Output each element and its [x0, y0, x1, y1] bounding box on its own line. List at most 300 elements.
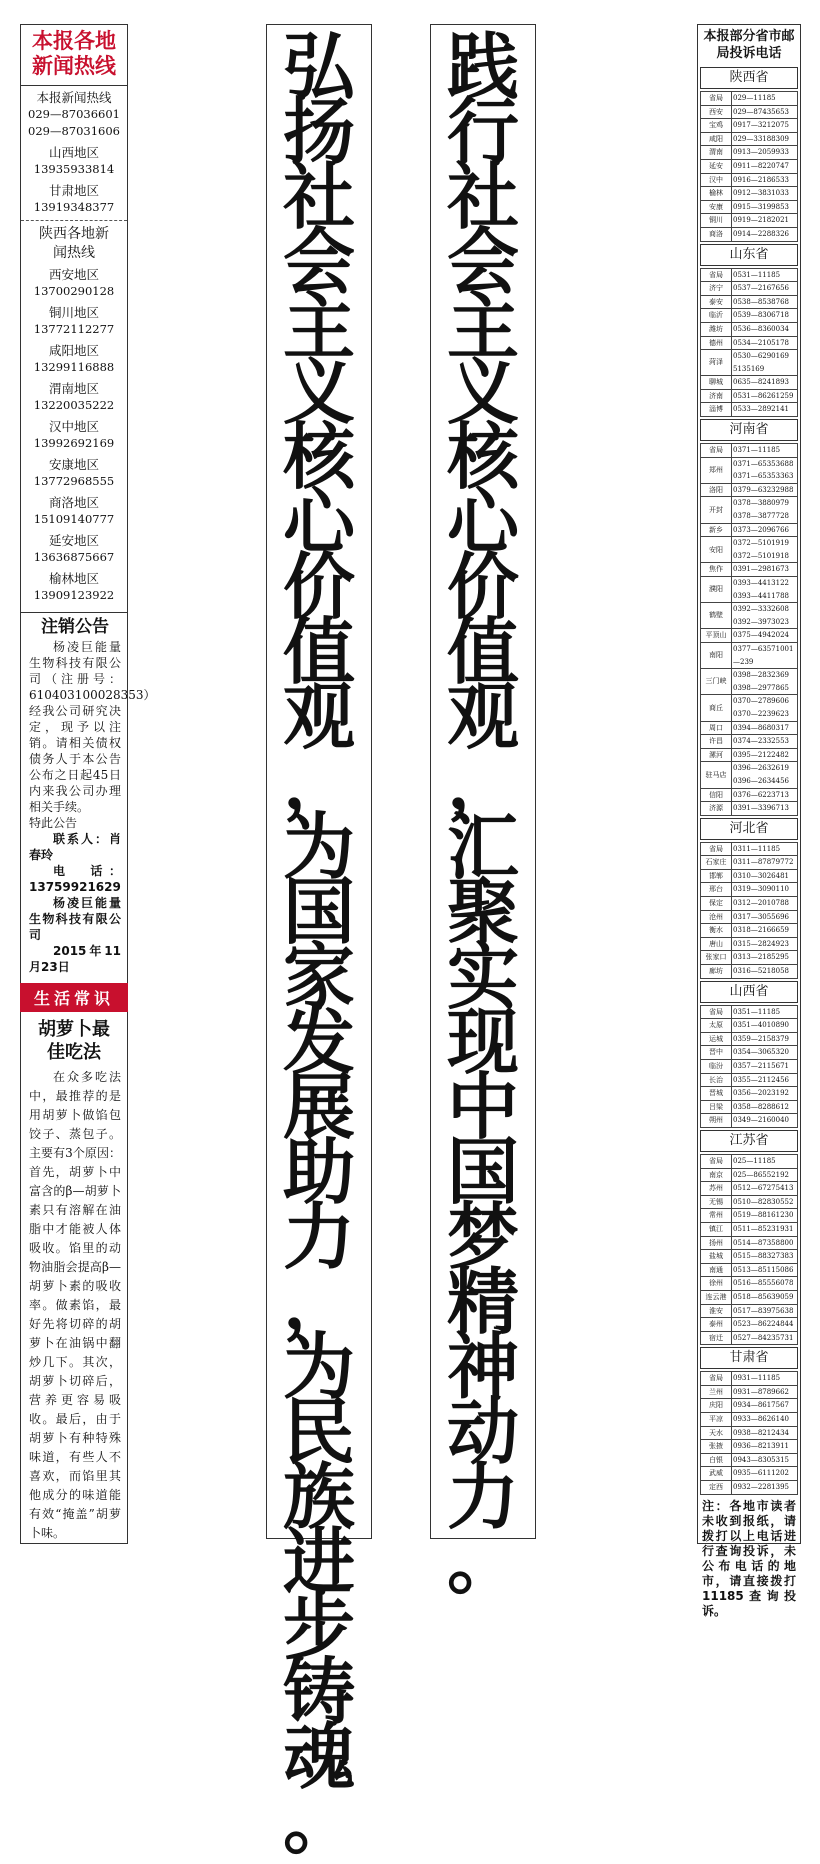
- province-name: 江苏省: [700, 1130, 798, 1152]
- slogan-char: 社: [282, 155, 355, 239]
- city-cell: 周口: [701, 721, 732, 735]
- phone-cell: 0379—63232988: [732, 483, 798, 497]
- region-number: 13992692169: [33, 436, 115, 450]
- phone-cell: 0934—8617567: [732, 1399, 798, 1413]
- table-row: [701, 883, 798, 897]
- phone-cell: 0357—2115671: [732, 1060, 798, 1074]
- table-row: [701, 1060, 798, 1074]
- city-cell: 南阳: [701, 642, 732, 668]
- table-row: [701, 146, 798, 160]
- phone-cell: 0515—88327383: [732, 1250, 798, 1264]
- city-cell: 商洛: [701, 227, 732, 241]
- city-cell: 唐山: [701, 937, 732, 951]
- city-cell: 泰州: [701, 1318, 732, 1332]
- city-cell: 泰安: [701, 295, 732, 309]
- city-cell: 焦作: [701, 563, 732, 577]
- hq-label: 本报新闻热线: [36, 90, 112, 105]
- city-cell: 新乡: [701, 523, 732, 537]
- table-row: [701, 802, 798, 816]
- shaanxi-hotline-title: 陕西各地新闻热线: [39, 226, 109, 261]
- slogan-char: 神: [446, 1325, 519, 1409]
- slogan-char: 助: [282, 1130, 355, 1214]
- phone-cell: 0935—6111202: [732, 1467, 798, 1481]
- slogan-char: 会: [446, 220, 519, 304]
- city-cell: 省局: [701, 268, 732, 282]
- table-row: [701, 1019, 798, 1033]
- table-row: [701, 869, 798, 883]
- phone-cell: 0523—86224844: [732, 1318, 798, 1332]
- slogan-char: 为: [282, 1325, 355, 1409]
- slogan-char: ，: [282, 1260, 355, 1344]
- table-row: [701, 389, 798, 403]
- slogan-char: 值: [282, 610, 355, 694]
- city-cell: 无锡: [701, 1195, 732, 1209]
- city-cell: 省局: [701, 1154, 732, 1168]
- city-cell: 鹤壁: [701, 603, 732, 629]
- life-tips-banner: 生活常识: [20, 983, 128, 1012]
- slogan-char: 心: [282, 480, 355, 564]
- region-number: 13299116888: [33, 360, 115, 374]
- region-label: 咸阳地区: [48, 343, 99, 358]
- phone-cell: 0635—8241893: [732, 376, 798, 390]
- phone-cell: 0319—3090110: [732, 883, 798, 897]
- city-cell: 宿迁: [701, 1331, 732, 1345]
- table-row: [701, 132, 798, 146]
- city-cell: 长治: [701, 1073, 732, 1087]
- phone-cell: 0534—2105178: [732, 336, 798, 350]
- slogan-char: 聚: [446, 870, 519, 954]
- phone-cell: 0315—2824923: [732, 937, 798, 951]
- table-row: [701, 1114, 798, 1128]
- city-cell: 朔州: [701, 1114, 732, 1128]
- phone-cell: 0513—85115086: [732, 1263, 798, 1277]
- city-cell: 平凉: [701, 1413, 732, 1427]
- phone-cell: 0351—4010890: [732, 1019, 798, 1033]
- phone-cell: 0358—8288612: [732, 1100, 798, 1114]
- city-cell: 许昌: [701, 735, 732, 749]
- phone-cell: 0351—11185: [732, 1005, 798, 1019]
- city-cell: 石家庄: [701, 856, 732, 870]
- table-row: [701, 282, 798, 296]
- table-row: [701, 735, 798, 749]
- table-row: [701, 695, 798, 721]
- phone-cell: 0355—2112456: [732, 1073, 798, 1087]
- slogan-char: 力: [282, 1195, 355, 1279]
- phone-table: [700, 842, 798, 979]
- city-cell: 省局: [701, 842, 732, 856]
- city-cell: 南通: [701, 1263, 732, 1277]
- table-row: [701, 1073, 798, 1087]
- city-cell: 三门峡: [701, 669, 732, 695]
- table-row: [701, 788, 798, 802]
- table-row: [701, 629, 798, 643]
- hq-hotline: [21, 86, 127, 216]
- table-row: [701, 322, 798, 336]
- phone-table: [700, 1371, 798, 1494]
- phone-cell: 0519—88161230: [732, 1209, 798, 1223]
- phone-cell: 0316—5218058: [732, 965, 798, 979]
- city-cell: 张家口: [701, 951, 732, 965]
- city-cell: 邯郸: [701, 869, 732, 883]
- notice-date: 2015年11月23日: [29, 944, 121, 974]
- slogan-char: 步: [282, 1585, 355, 1669]
- table-row: [701, 92, 798, 106]
- region-label: 榆林地区: [48, 571, 99, 586]
- region-number: 13772112277: [33, 322, 115, 336]
- region-number: 13700290128: [33, 284, 115, 298]
- table-row: [701, 603, 798, 629]
- notice-phone: 电 话：13759921629: [29, 864, 121, 894]
- slogan-text-1: [279, 25, 359, 1864]
- phone-cell: 0912—3831033: [732, 187, 798, 201]
- city-cell: 洛阳: [701, 483, 732, 497]
- region-number: 13636875667: [33, 550, 115, 564]
- table-row: [701, 642, 798, 668]
- city-cell: 安康: [701, 200, 732, 214]
- phone-cell: 0359—2158379: [732, 1032, 798, 1046]
- city-cell: 济南: [701, 389, 732, 403]
- slogan-char: 行: [446, 90, 519, 174]
- region-label: 甘肃地区: [48, 183, 99, 198]
- table-row: [701, 1399, 798, 1413]
- slogan-char: 现: [446, 1000, 519, 1084]
- notice-title: 注销公告: [41, 617, 109, 637]
- phone-cell: 0943—8305315: [732, 1453, 798, 1467]
- table-row: [701, 1005, 798, 1019]
- city-cell: 开封: [701, 497, 732, 523]
- phone-cell: 0391—3396713: [732, 802, 798, 816]
- phone-cell: 0516—85556078: [732, 1277, 798, 1291]
- phone-cell: 0391—2981673: [732, 563, 798, 577]
- city-cell: 庆阳: [701, 1399, 732, 1413]
- table-row: [701, 924, 798, 938]
- table-row: [701, 842, 798, 856]
- phone-cell: 0533—2892141: [732, 403, 798, 417]
- city-cell: 武威: [701, 1467, 732, 1481]
- complaint-note: 注：各地市读者未收到报纸，请拨打以上电话进行查询投诉，未公布电话的地市，请直接拨打11185查询投诉。: [702, 1498, 796, 1618]
- city-cell: 太原: [701, 1019, 732, 1033]
- city-cell: 沧州: [701, 910, 732, 924]
- phone-cell: 025—86552192: [732, 1168, 798, 1182]
- phone-cell: 0371—11185: [732, 444, 798, 458]
- city-cell: 潍坊: [701, 322, 732, 336]
- city-cell: 兰州: [701, 1385, 732, 1399]
- phone-cell: 0378—3880979 0378—3877728: [732, 497, 798, 523]
- region-label: 铜川地区: [48, 305, 99, 320]
- slogan-char: 心: [446, 480, 519, 564]
- phone-cell: 0527—84235731: [732, 1331, 798, 1345]
- phone-cell: 0514—87358800: [732, 1236, 798, 1250]
- phone-cell: 0311—11185: [732, 842, 798, 856]
- slogan-char: 弘: [282, 25, 355, 109]
- phone-cell: 0531—11185: [732, 268, 798, 282]
- table-row: [701, 497, 798, 523]
- table-row: [701, 214, 798, 228]
- slogan-char: 扬: [282, 90, 355, 174]
- table-row: [701, 295, 798, 309]
- table-row: [701, 1372, 798, 1386]
- region-number: 13919348377: [33, 200, 115, 214]
- province-block: [700, 1347, 798, 1494]
- table-row: [701, 762, 798, 788]
- slogan-char: 精: [446, 1260, 519, 1344]
- city-cell: 铜川: [701, 214, 732, 228]
- table-row: [701, 1236, 798, 1250]
- city-cell: 延安: [701, 159, 732, 173]
- region-number: 13220035222: [33, 398, 115, 412]
- complaint-phone-column: [697, 24, 801, 1618]
- city-cell: 榆林: [701, 187, 732, 201]
- phone-cell: 0374—2332553: [732, 735, 798, 749]
- table-row: [701, 1100, 798, 1114]
- table-row: [701, 173, 798, 187]
- table-row: [701, 910, 798, 924]
- phone-table: [700, 1005, 798, 1128]
- slogan-char: 义: [282, 350, 355, 434]
- table-row: [701, 937, 798, 951]
- city-cell: 省局: [701, 1005, 732, 1019]
- phone-cell: 0932—2281395: [732, 1481, 798, 1495]
- article-title: 胡萝卜最佳吃法: [38, 1019, 110, 1063]
- city-cell: 商丘: [701, 695, 732, 721]
- phone-cell: 0518—85639059: [732, 1290, 798, 1304]
- table-row: [701, 721, 798, 735]
- city-cell: 聊城: [701, 376, 732, 390]
- table-row: [701, 1195, 798, 1209]
- table-row: [701, 856, 798, 870]
- notice-closing: 特此公告: [29, 816, 78, 830]
- phone-cell: 0531—86261259: [732, 389, 798, 403]
- region-label: 安康地区: [48, 457, 99, 472]
- phone-cell: 0356—2023192: [732, 1087, 798, 1101]
- phone-cell: 0372—5101919 0372—5101918: [732, 537, 798, 563]
- shaanxi-regions: [21, 263, 127, 604]
- phone-cell: 0919—2182021: [732, 214, 798, 228]
- table-row: [701, 965, 798, 979]
- region-label: 商洛地区: [48, 495, 99, 510]
- table-row: [701, 1453, 798, 1467]
- table-row: [701, 200, 798, 214]
- phone-cell: 0914—2288326: [732, 227, 798, 241]
- slogan-char: ，: [282, 740, 355, 824]
- phone-cell: 0370—2789606 0370—2239623: [732, 695, 798, 721]
- slogan-char: 动: [446, 1390, 519, 1474]
- region-number: 13935933814: [33, 162, 115, 176]
- table-row: [701, 1304, 798, 1318]
- table-row: [701, 669, 798, 695]
- city-cell: 宝鸡: [701, 119, 732, 133]
- article-body: 在众多吃法中，最推荐的是用胡萝卜做馅包饺子、蒸包子。主要有3个原因：首先，胡萝卜中富含的β—胡萝卜素只有溶解在油脂中才能被人体吸收。馅里的动物油脂会提高β—胡萝卜素的吸收率。做素馅，最好先将切碎的胡萝卜在油锅中翻炒几下。其次，胡萝卜切碎后，营养更容易吸收。最后，由于胡萝卜有种特殊味道，有些人不喜欢，而馅里其他成分的味道能有效“掩盖”胡萝卜味。: [29, 1070, 121, 1540]
- province-name: 山东省: [700, 244, 798, 266]
- region-label: 西安地区: [48, 267, 99, 282]
- phone-cell: 0913—2059933: [732, 146, 798, 160]
- city-cell: 定西: [701, 1481, 732, 1495]
- table-row: [701, 1087, 798, 1101]
- slogan-char: 力: [446, 1455, 519, 1539]
- city-cell: 张掖: [701, 1440, 732, 1454]
- city-cell: 安阳: [701, 537, 732, 563]
- slogan-char: ，: [446, 740, 519, 824]
- phone-table: [700, 91, 798, 242]
- city-cell: 郑州: [701, 457, 732, 483]
- slogan-char: 值: [446, 610, 519, 694]
- phone-table: [700, 268, 798, 418]
- phone-cell: 0313—2185295: [732, 951, 798, 965]
- phone-cell: 0377—63571001—239: [732, 642, 798, 668]
- table-row: [701, 403, 798, 417]
- city-cell: 天水: [701, 1426, 732, 1440]
- table-row: [701, 1467, 798, 1481]
- slogan-char: 家: [282, 935, 355, 1019]
- table-row: [701, 483, 798, 497]
- phone-cell: 0312—2010788: [732, 897, 798, 911]
- phone-cell: 0915—3199853: [732, 200, 798, 214]
- table-row: [701, 1032, 798, 1046]
- province-name: 河南省: [700, 419, 798, 441]
- phone-table: [700, 443, 798, 816]
- phone-cell: 0310—3026481: [732, 869, 798, 883]
- province-name: 山西省: [700, 981, 798, 1003]
- slogan-char: 中: [446, 1065, 519, 1149]
- province-block: [700, 1130, 798, 1345]
- city-cell: 汉中: [701, 173, 732, 187]
- city-cell: 邢台: [701, 883, 732, 897]
- province-block: [700, 818, 798, 979]
- slogan-char: 实: [446, 935, 519, 1019]
- city-cell: 平顶山: [701, 629, 732, 643]
- province-name: 陕西省: [700, 67, 798, 89]
- table-row: [701, 105, 798, 119]
- city-cell: 镇江: [701, 1222, 732, 1236]
- phone-cell: 029—11185: [732, 92, 798, 106]
- table-row: [701, 1277, 798, 1291]
- city-cell: 廊坊: [701, 965, 732, 979]
- slogan-char: 。: [446, 1520, 519, 1604]
- city-cell: 渭南: [701, 146, 732, 160]
- table-row: [701, 1385, 798, 1399]
- city-cell: 苏州: [701, 1182, 732, 1196]
- city-cell: 淮安: [701, 1304, 732, 1318]
- city-cell: 省局: [701, 92, 732, 106]
- province-block: [700, 244, 798, 418]
- phone-cell: 0931—8789662: [732, 1385, 798, 1399]
- phone-cell: 0510—82830552: [732, 1195, 798, 1209]
- city-cell: 济宁: [701, 282, 732, 296]
- phone-cell: 0512—67275413: [732, 1182, 798, 1196]
- table-row: [701, 1440, 798, 1454]
- table-row: [701, 1154, 798, 1168]
- table-row: [701, 1209, 798, 1223]
- region-label: 渭南地区: [48, 381, 99, 396]
- region-label: 汉中地区: [48, 419, 99, 434]
- city-cell: 南京: [701, 1168, 732, 1182]
- region-number: 13772968555: [33, 474, 115, 488]
- phone-cell: 0376—6223713: [732, 788, 798, 802]
- city-cell: 连云港: [701, 1290, 732, 1304]
- phone-cell: 0938—8212434: [732, 1426, 798, 1440]
- notice-company: 杨凌巨能量生物科技有限公司: [29, 896, 121, 942]
- phone-cell: 0537—2167656: [732, 282, 798, 296]
- city-cell: 保定: [701, 897, 732, 911]
- city-cell: 常州: [701, 1209, 732, 1223]
- province-block: [700, 419, 798, 816]
- table-row: [701, 227, 798, 241]
- slogan-char: 价: [446, 545, 519, 629]
- province-name: 河北省: [700, 818, 798, 840]
- slogan-char: 民: [282, 1390, 355, 1474]
- table-row: [701, 1318, 798, 1332]
- slogan-char: 观: [446, 675, 519, 759]
- table-row: [701, 1046, 798, 1060]
- city-cell: 运城: [701, 1032, 732, 1046]
- region-label: 山西地区: [48, 145, 99, 160]
- city-cell: 信阳: [701, 788, 732, 802]
- city-cell: 省局: [701, 444, 732, 458]
- phone-cell: 0317—3055696: [732, 910, 798, 924]
- phone-cell: 0511—85231931: [732, 1222, 798, 1236]
- city-cell: 济源: [701, 802, 732, 816]
- phone-cell: 029—33188309: [732, 132, 798, 146]
- table-row: [701, 444, 798, 458]
- phone-cell: 0911—8220747: [732, 159, 798, 173]
- slogan-char: 主: [446, 285, 519, 369]
- table-row: [701, 159, 798, 173]
- region-label: 延安地区: [48, 533, 99, 548]
- slogan-char: 国: [446, 1130, 519, 1214]
- city-cell: 徐州: [701, 1277, 732, 1291]
- phone-cell: 0936—8213911: [732, 1440, 798, 1454]
- table-row: [701, 1481, 798, 1495]
- slogan-char: 践: [446, 25, 519, 109]
- table-row: [701, 309, 798, 323]
- table-row: [701, 376, 798, 390]
- slogan-char: 主: [282, 285, 355, 369]
- slogan-char: 梦: [446, 1195, 519, 1279]
- phone-cell: 0396—2632619 0396—2634456: [732, 762, 798, 788]
- slogan-char: 社: [446, 155, 519, 239]
- table-row: [701, 1426, 798, 1440]
- table-row: [701, 1168, 798, 1182]
- city-cell: 漯河: [701, 748, 732, 762]
- city-cell: 吕梁: [701, 1100, 732, 1114]
- phone-cell: 0530—6290169 5135169: [732, 350, 798, 376]
- region-number: 13909123922: [33, 588, 115, 602]
- table-row: [701, 1182, 798, 1196]
- table-row: [701, 1222, 798, 1236]
- slogan-box-1: [266, 24, 372, 1864]
- phone-cell: 0539—8306718: [732, 309, 798, 323]
- slogan-char: 会: [282, 220, 355, 304]
- city-cell: 晋城: [701, 1087, 732, 1101]
- city-cell: 淄博: [701, 403, 732, 417]
- slogan-char: 核: [282, 415, 355, 499]
- table-row: [701, 748, 798, 762]
- phone-cell: 0517—83975638: [732, 1304, 798, 1318]
- phone-cell: 0931—11185: [732, 1372, 798, 1386]
- table-row: [701, 457, 798, 483]
- phone-cell: 0536—8360034: [732, 322, 798, 336]
- table-row: [701, 537, 798, 563]
- city-cell: 扬州: [701, 1236, 732, 1250]
- phone-cell: 029—87435653: [732, 105, 798, 119]
- phone-cell: 0916—2186533: [732, 173, 798, 187]
- notice-body: 杨凌巨能量生物科技有限公司（注册号：610403100028353）经我公司研究决定，现予以注销。请相关债权债务人于本公告公布之日起45日内来我公司办理相关手续。: [29, 640, 156, 814]
- slogan-char: 魂: [282, 1715, 355, 1799]
- province-list: [698, 67, 800, 1495]
- table-row: [701, 897, 798, 911]
- life-tips-article: [21, 1018, 127, 1543]
- phone-cell: 0395—2122482: [732, 748, 798, 762]
